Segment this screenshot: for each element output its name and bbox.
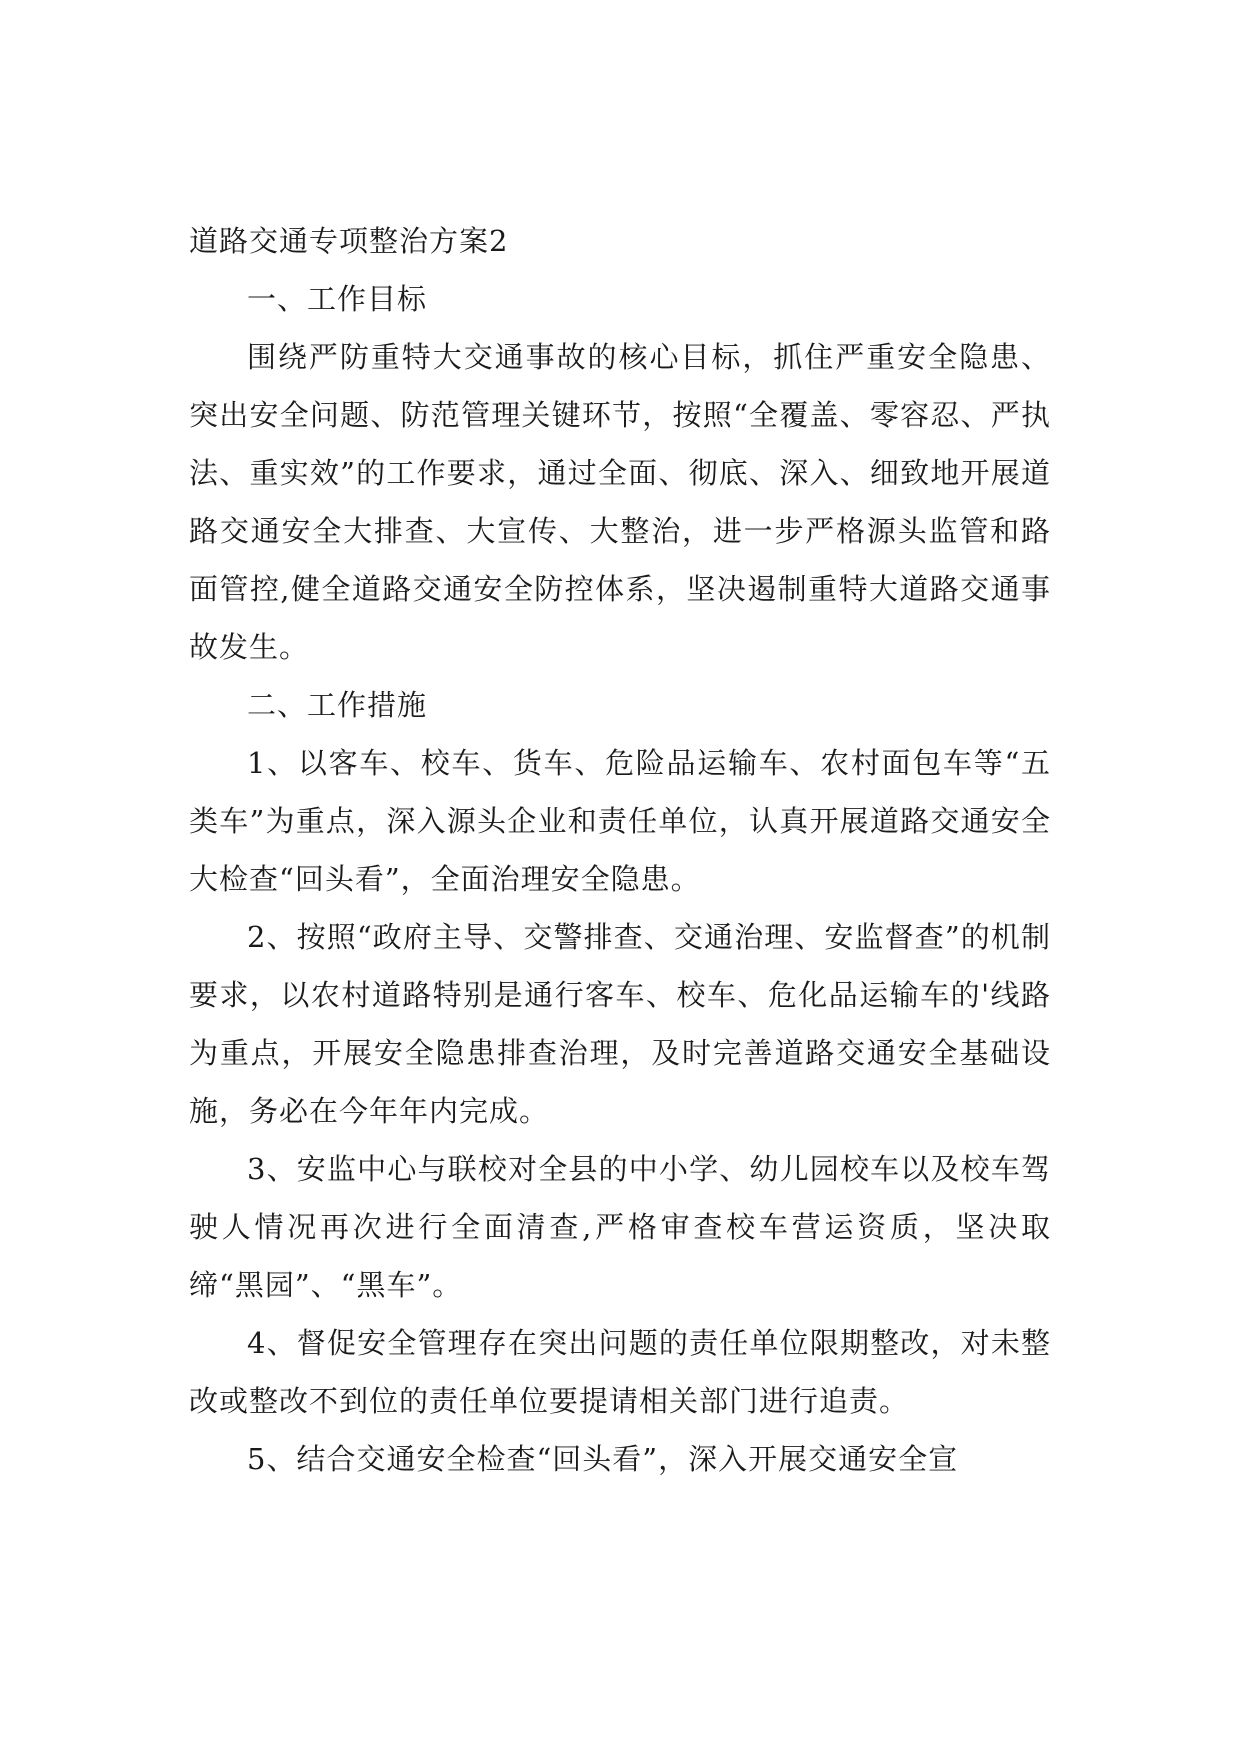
paragraph-measure-4: 4、督促安全管理存在突出问题的责任单位限期整改，对未整改或整改不到位的责任单位要提请相关部门进行追责。: [189, 1326, 1051, 1418]
paragraph-measure-1: 1、以客车、校车、货车、危险品运输车、农村面包车等“五类车”为重点，深入源头企业和责任单位，认真开展道路交通安全大检查“回头看”，全面治理安全隐患。: [189, 746, 1051, 896]
paragraph-measure-2: 2、按照“政府主导、交警排查、交通治理、安监督查”的机制要求，以农村道路特别是通行客车、校车、危化品运输车的'线路为重点，开展安全隐患排查治理，及时完善道路交通安全基础设施，务必在今年年内完成。: [189, 920, 1051, 1128]
paragraph-measure-5: 5、结合交通安全检查“回头看”，深入开展交通安全宣: [247, 1442, 959, 1476]
document-body: [189, 212, 1051, 1488]
section-heading-goals: 一、工作目标: [247, 282, 428, 316]
paragraph-measure-3: 3、安监中心与联校对全县的中小学、幼儿园校车以及校车驾驶人情况再次进行全面清查,严格审查校车营运资质，坚决取缔“黑园”、“黑车”。: [189, 1152, 1051, 1302]
paragraph-goals: 围绕严防重特大交通事故的核心目标，抓住严重安全隐患、突出安全问题、防范管理关键环节，按照“全覆盖、零容忍、严执法、重实效”的工作要求，通过全面、彻底、深入、细致地开展道路交通安全大排查、大宣传、大整治，进一步严格源头监管和路面管控,健全道路交通安全防控体系，坚决遏制重特大道路交通事故发生。: [189, 340, 1051, 664]
document-title: 道路交通专项整治方案2: [189, 224, 509, 258]
section-heading-measures: 二、工作措施: [247, 688, 428, 722]
